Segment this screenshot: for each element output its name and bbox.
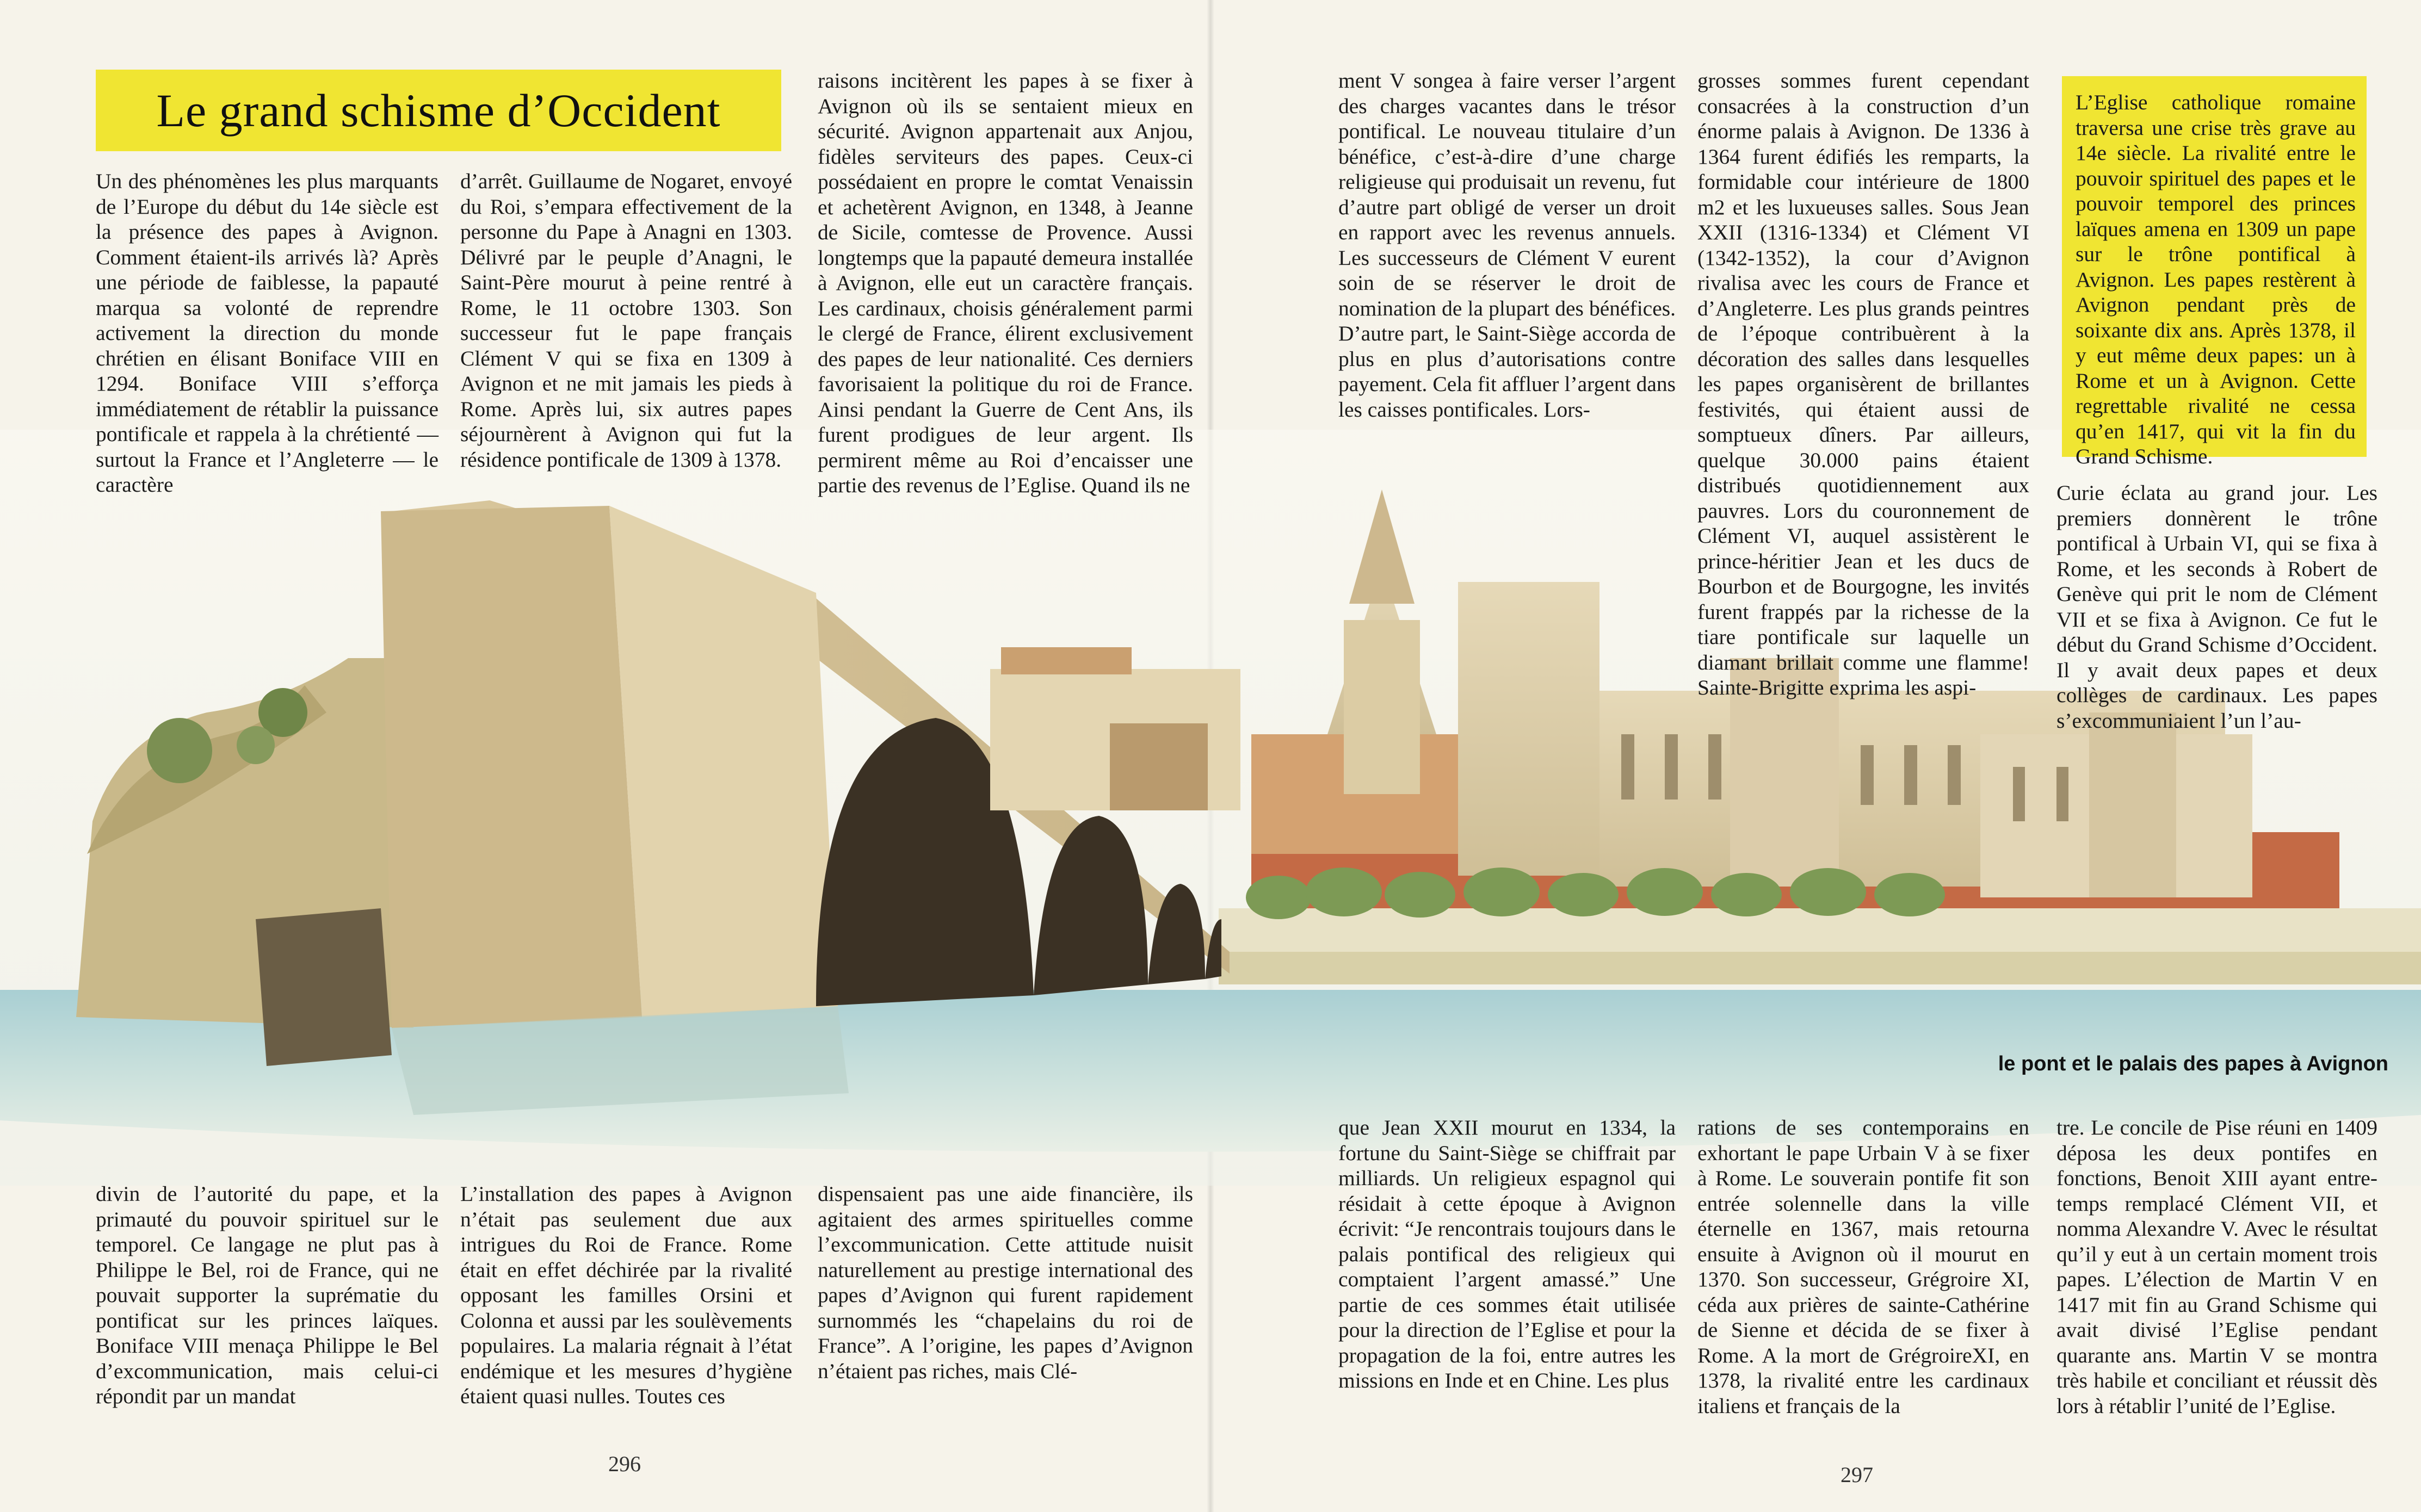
title-banner (96, 70, 781, 151)
illustration-caption: le pont et le palais des papes à Avignon (1998, 1052, 2388, 1075)
left-col2-top: d’arrêt. Guillaume de Nogaret, envoyé du Roi, s’empara effectivement de la personne du Pape à Anagni en 1303. Délivré par le peuple d’Anagni, le Saint-Père mourut à peine rentré à Rome, le 11 octobre 1303. Son successeur fut le pape français Clément V qui se fixa en 1309 à Avignon et ne mit jamais les pieds à Rome. Après lui, six autres papes séjournèrent à Avignon qui fut la résidence pontificale de 1309 à 1378. (460, 169, 792, 472)
left-col2-bottom: L’installation des papes à Avignon n’était pas seulement due aux intrigues du Roi de France. Rome était en effet déchirée par la rivalité opposant les familles Orsini et Colonna et aussi par les soulèvements populaires. La malaria régnait à l’état endémique et les mesures d’hygiène étaient quasi nulles. Toutes ces (460, 1182, 792, 1408)
page-number-right: 297 (1841, 1463, 1873, 1487)
left-col1-bottom: divin de l’autorité du pape, et la primauté du pouvoir spirituel sur le temporel. Ce langage ne plut pas à Philippe le Bel, roi de France, qui ne pouvait supporter la suprématie du pontificat sur les princes laïques. Boniface VIII menaça Philippe le Bel d’excommunication, mais celui-ci répondit par un mandat (96, 1182, 439, 1408)
left-col3-top: raisons incitèrent les papes à se fixer à Avignon où ils se sentaient mieux en sécurité. Avignon appartenait aux Anjou, fidèles serviteurs des papes. Ceux-ci possédaient en propre le comtat Venaissin et achetèrent Avignon, en 1348, à Jeanne de Sicile, comtesse de Provence. Aussi longtemps que la papauté demeura installée à Avignon, elle eut un caractère français. Les cardinaux, choisis généralement parmi le clergé de France, élirent exclusivement des papes de leur nationalité. Ces derniers favorisaient la politique du roi de France. Ainsi pendant la Guerre de Cent Ans, ils furent prodigues de leur argent. Ils permirent même au Roi d’encaisser une partie des revenus de l’Eglise. Quand ils ne (818, 69, 1193, 497)
right-col2-bottom: rations de ses contemporains en exhortant le pape Urbain V à se fixer à Rome. Le souverain pontife fit son entrée solennelle dans la ville éternelle en 1367, mais retourna ensuite à Avignon où il mourut en 1370. Son successeur, Grégroire XI, céda aux prières de sainte-Cathérine de Sienne et décida de se fixer à Rome. A la mort de GrégroireXI, en 1378, la rivalité entre les cardinaux italiens et français de la (1697, 1116, 2029, 1418)
sidebar-text: L’Eglise catholique romaine traversa une crise très grave au 14e siècle. La rivalité entre le pouvoir spirituel des papes et le pouvoir temporel des princes laïques amena en 1309 un pape sur le trône pontifical à Avignon. Les papes restèrent à Avignon pendant près de soixante dix ans. Après 1378, il y eut même deux papes: un à Rome et un à Avignon. Cette regrettable rivalité ne cessa qu’en 1417, qui vit la fin du Grand Schisme. (2076, 90, 2356, 468)
page-title: Le grand schisme d’Occident (156, 84, 721, 137)
left-col3-bottom: dispensaient pas une aide financière, ils agitaient des armes spirituelles comme l’excommunication. Cette attitude nuisit naturellement au prestige international des papes d’Avignon qui furent rapidement surnommés les “chapelains du roi de France”. A l’origine, les papes d’Avignon n’étaient pas riches, mais Clé- (818, 1182, 1193, 1383)
right-col3-top: Curie éclata au grand jour. Les premiers donnèrent le trône pontifical à Urbain VI, qui se fixa à Rome, et les seconds à Robert de Genève qui prit le nom de Clément VII et se fixa à Avignon. Ce fut le début du Grand Schisme d’Occident. Il y avait deux papes et deux collèges de cardinaux. Les papes s’excommuniaient l’un l’au- (2056, 481, 2377, 733)
right-col1-top: ment V songea à faire verser l’argent des charges vacantes dans le trésor pontifical. Le nouveau titulaire d’un bénéfice, c’est-à-dire d’une charge religieuse qui produisait un revenu, fut d’autre part obligé de verser un droit en rapport avec les revenus annuels. Les successeurs de Clément V eurent soin de se réserver le droit de nomination de la plupart des bénéfices. D’autre part, le Saint-Siège accorda de plus en plus d’autorisations contre payement. Cela fit affluer l’argent dans les caisses pontificales. Lors- (1338, 69, 1676, 422)
left-col1-top: Un des phénomènes les plus marquants de l’Europe du début du 14e siècle est la présence des papes à Avignon. Comment étaient-ils arrivés là? Après une période de faiblesse, la papauté marqua sa volonté de reprendre activement la direction du monde chrétien en élisant Boniface VIII en 1294. Boniface VIII s’efforça immédiatement de rétablir la puissance pontificale et rappela à la chrétienté — surtout la France et l’Angleterre — le caractère (96, 169, 439, 497)
right-col3-bottom: tre. Le concile de Pise réuni en 1409 déposa les deux pontifes en fonctions, Benoit XIII ayant entre-temps remplacé Clément VII, et nomma Alexandre V. Avec le résultat qu’il y eut à un certain moment trois papes. L’élection de Martin V en 1417 mit fin au Grand Schisme qui avait divisé l’Eglise pendant quarante ans. Martin V se montra très habile et conciliant et réussit dès lors à rétablir l’unité de l’Eglise. (2056, 1116, 2377, 1418)
page-number-left: 296 (608, 1452, 641, 1476)
right-col2-top: grosses sommes furent cependant consacrées à la construction d’un énorme palais à Avignon. De 1336 à 1364 furent édifiés les remparts, la formidable cour intérieure de 1800 m2 et les luxueuses salles. Sous Jean XXII (1316-1334) et Clément VI (1342-1352), la cour d’Avignon rivalisa avec les cours de France et d’Angleterre. Les plus grands peintres de l’époque contribuèrent à la décoration des salles dans lesquelles les papes organisèrent de brillantes festivités, qui étaient aussi de somptueux dîners. Par ailleurs, quelque 30.000 pains étaient distribués quotidiennement aux pauvres. Lors du couronnement de Clément VI, auquel assistèrent le prince-héritier Jean et les ducs de Bourbon et de Bourgogne, les invités furent frappés par la richesse de la tiare pontificale sur laquelle un diamant brillait comme une flamme! Sainte-Brigitte exprima les aspi- (1697, 69, 2029, 699)
right-col1-bottom: que Jean XXII mourut en 1334, la fortune du Saint-Siège se chiffrait par milliards. Un religieux espagnol qui résidait à cette époque à Avignon écrivit: “Je rencontrais toujours dans le palais pontifical des religieux qui comptaient l’argent amassé.” Une partie de ces sommes était utilisée pour la direction de l’Eglise et pour la propagation de la foi, entre autres les missions en Inde et en Chine. Les plus (1338, 1116, 1676, 1392)
